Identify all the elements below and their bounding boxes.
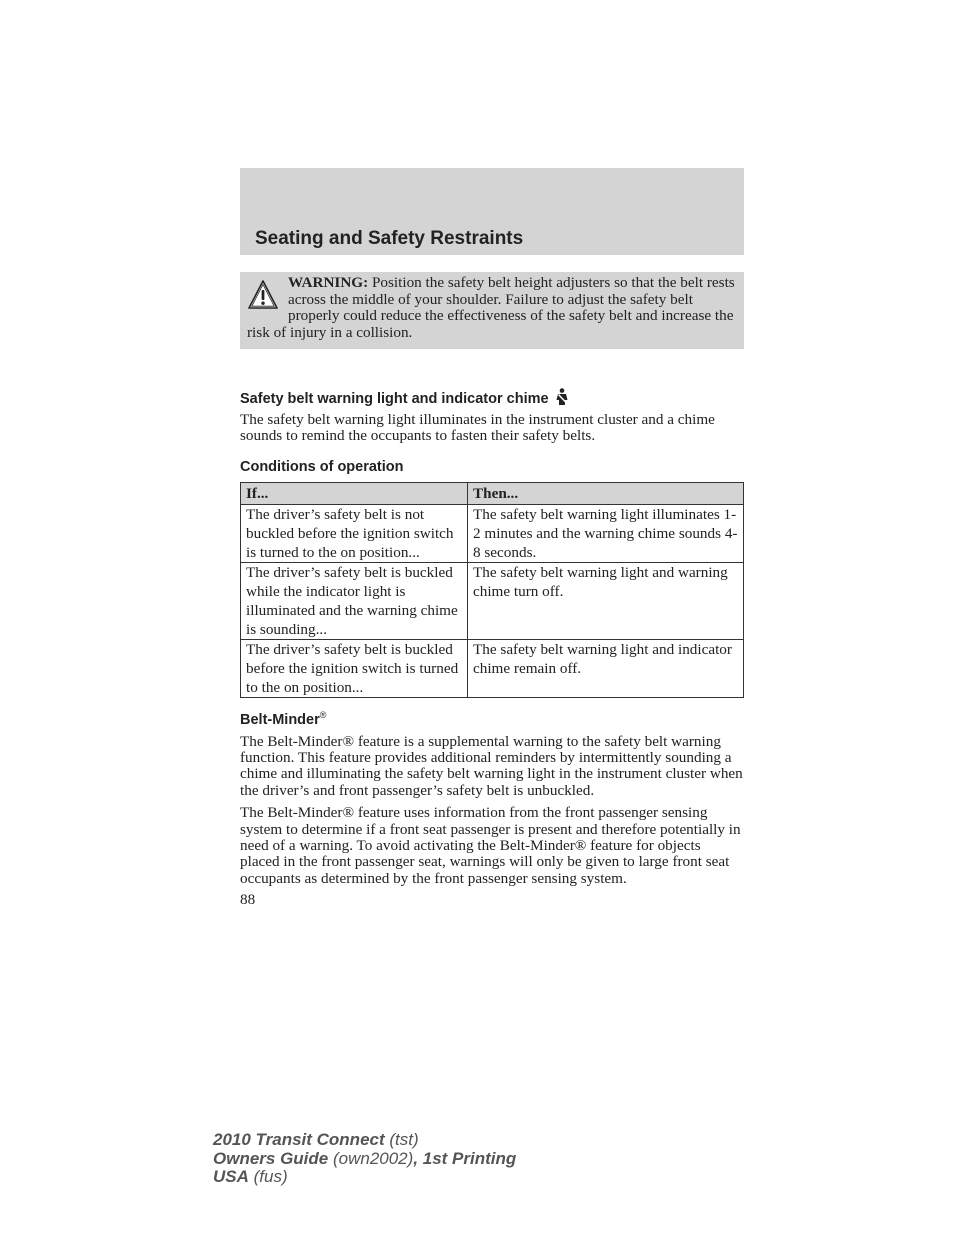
warning-triangle-icon (247, 279, 279, 311)
page-number: 88 (240, 891, 256, 909)
registered-mark: ® (319, 709, 327, 720)
table-cell-if: The driver’s safety belt is buckled while the indicator light is illuminated and the warning chime is sounding... (241, 562, 468, 639)
footer-guide-code: (own2002) (328, 1148, 414, 1168)
table-row (241, 639, 744, 697)
footer-imprint (213, 1131, 516, 1187)
table-cell-then: The safety belt warning light illuminates 1-2 minutes and the warning chime sounds 4-8 seconds. (468, 504, 744, 562)
belt-minder-paragraph-1: The Belt-Minder® feature is a supplemental warning to the safety belt warning function. This feature provides additional reminders by intermittently sounding a chime and illuminating the safety belt warning light in the instrument cluster when the driver’s and front passenger’s safety belt is unbuckled. (240, 732, 743, 799)
table-cell-then: The safety belt warning light and indicator chime remain off. (468, 639, 744, 697)
belt-minder-paragraph-2: The Belt-Minder® feature uses information from the front passenger sensing system to determine if a front seat passenger is present and therefore potentially in need of a warning. To avoid activating the Belt-Minder® feature for objects placed in the front passenger seat, warnings will only be given to large front seat occupants as determined by the front passenger sensing system. (240, 804, 741, 887)
footer-market: USA (213, 1167, 249, 1186)
table-cell-if: The driver’s safety belt is not buckled before the ignition switch is turned to the on position... (241, 504, 468, 562)
table-cell-if: The driver’s safety belt is buckled before the ignition switch is turned to the on position... (241, 639, 468, 697)
warning-text: Position the safety belt height adjusters so that the belt rests across the middle of your shoulder. Failure to adjust the safety belt properly could reduce the effectiveness of the safety belt and increase the risk of injury in a collision. (247, 274, 735, 341)
table-row (241, 562, 744, 639)
footer-line-1 (213, 1131, 516, 1150)
belt-warning-heading (240, 388, 744, 407)
conditions-heading: Conditions of operation (240, 458, 404, 475)
footer-model: 2010 Transit Connect (213, 1130, 385, 1149)
table-cell-then: The safety belt warning light and warning chime turn off. (468, 562, 744, 639)
footer-line-3 (213, 1168, 516, 1187)
warning-box (240, 272, 744, 349)
belt-minder-heading-text: Belt-Minder (240, 711, 320, 728)
belt-warning-heading-text: Safety belt warning light and indicator chime (240, 391, 549, 407)
section-title: Seating and Safety Restraints (255, 228, 524, 249)
belt-minder-heading (240, 710, 744, 728)
seatbelt-icon (555, 388, 569, 406)
footer-printing: , 1st Printing (413, 1148, 517, 1168)
footer-line-2 (213, 1150, 516, 1169)
table-header-row (241, 482, 744, 504)
column-header-if: If... (241, 482, 468, 504)
footer-market-code: (fus) (248, 1167, 288, 1186)
belt-warning-body: The safety belt warning light illuminates in the instrument cluster and a chime sounds to remind the occupants to fasten their safety belts. (240, 411, 715, 445)
table-row (241, 504, 744, 562)
section-header-band (240, 168, 744, 255)
footer-model-code: (tst) (384, 1130, 419, 1149)
page-content (240, 388, 744, 909)
column-header-then: Then... (468, 482, 744, 504)
footer-guide: Owners Guide (213, 1148, 329, 1168)
conditions-table (240, 482, 744, 698)
warning-label: WARNING: (288, 274, 369, 291)
